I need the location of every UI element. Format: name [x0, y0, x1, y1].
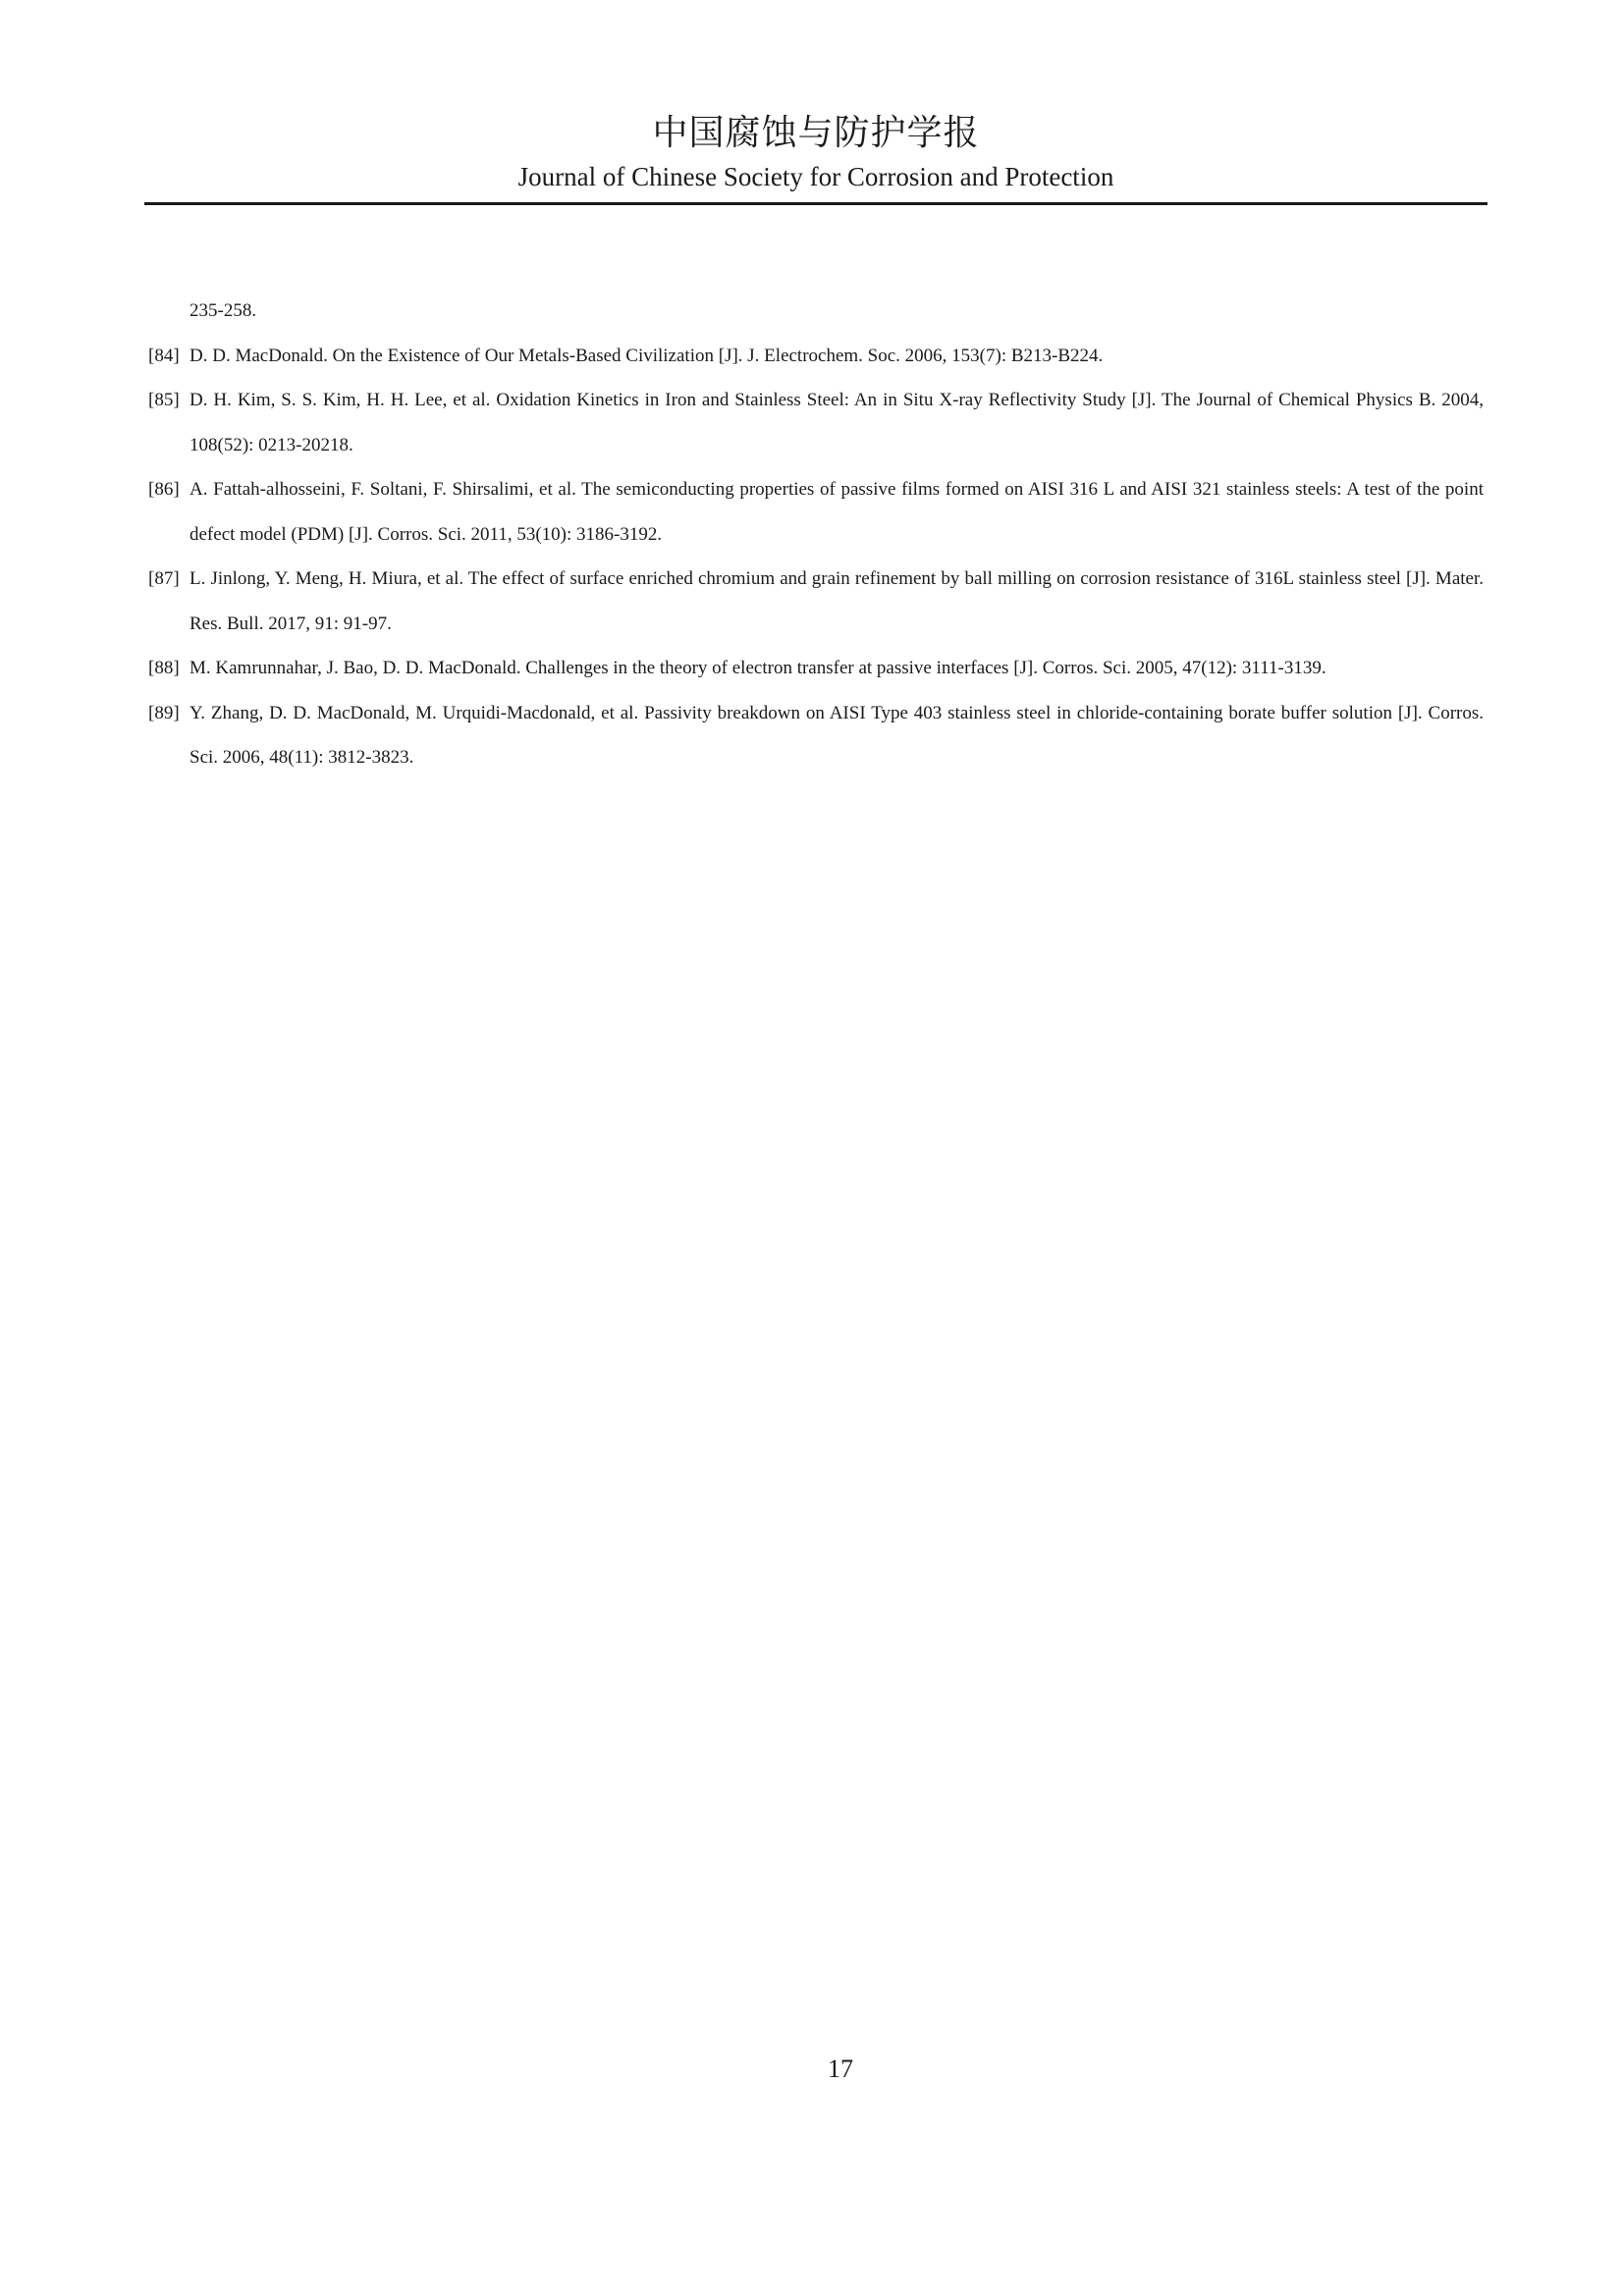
reference-number: [87]	[148, 568, 180, 589]
reference-number: [89]	[148, 702, 180, 723]
journal-title-english: Journal of Chinese Society for Corrosion and Protection	[517, 162, 1114, 191]
reference-number: [85]	[148, 390, 180, 410]
reference-item-86	[148, 467, 1484, 557]
reference-continuation	[148, 289, 1484, 334]
reference-text: L. Jinlong, Y. Meng, H. Miura, et al. The effect of surface enriched chromium and grain refinement by ball milling on corrosion resistance of 316L stainless steel [J]. Mater. Res. Bull. 2017, 91: 91-97.	[189, 568, 1484, 634]
reference-number: [86]	[148, 479, 180, 500]
page-number: 17	[828, 2055, 853, 2083]
reference-text: D. D. MacDonald. On the Existence of Our Metals-Based Civilization [J]. J. Electrochem. Soc. 2006, 153(7): B213-B224.	[189, 345, 1104, 366]
journal-title-chinese: 中国腐蚀与防护学报	[652, 113, 980, 153]
reference-item-84	[148, 334, 1484, 379]
header-divider	[144, 202, 1488, 205]
journal-header	[144, 110, 1488, 194]
reference-number: [84]	[148, 345, 180, 366]
reference-continuation-text: 235-258.	[189, 300, 257, 321]
reference-text: M. Kamrunnahar, J. Bao, D. D. MacDonald. Challenges in the theory of electron transfer at passive interfaces [J]. Corros. Sci. 2005, 47(12): 3111-3139.	[189, 658, 1326, 678]
reference-item-88	[148, 646, 1484, 691]
reference-text: Y. Zhang, D. D. MacDonald, M. Urquidi-Macdonald, et al. Passivity breakdown on AISI Type 403 stainless steel in chloride-containing borate buffer solution [J]. Corros. Sci. 2006, 48(11): 3812-3823.	[189, 702, 1484, 768]
reference-text: D. H. Kim, S. S. Kim, H. H. Lee, et al. Oxidation Kinetics in Iron and Stainless Steel: An in Situ X-ray Reflectivity Study [J]. The Journal of Chemical Physics B. 2004, 108(52): 0213-20218.	[189, 390, 1484, 455]
reference-text: A. Fattah-alhosseini, F. Soltani, F. Shirsalimi, et al. The semiconducting properties of passive films formed on AISI 316 L and AISI 321 stainless steels: A test of the point defect model (PDM) [J]. Corros. Sci. 2011, 53(10): 3186-3192.	[189, 479, 1484, 545]
reference-item-89	[148, 691, 1484, 780]
reference-item-85	[148, 378, 1484, 467]
reference-list	[148, 289, 1484, 780]
reference-number: [88]	[148, 658, 180, 678]
reference-item-87	[148, 557, 1484, 646]
